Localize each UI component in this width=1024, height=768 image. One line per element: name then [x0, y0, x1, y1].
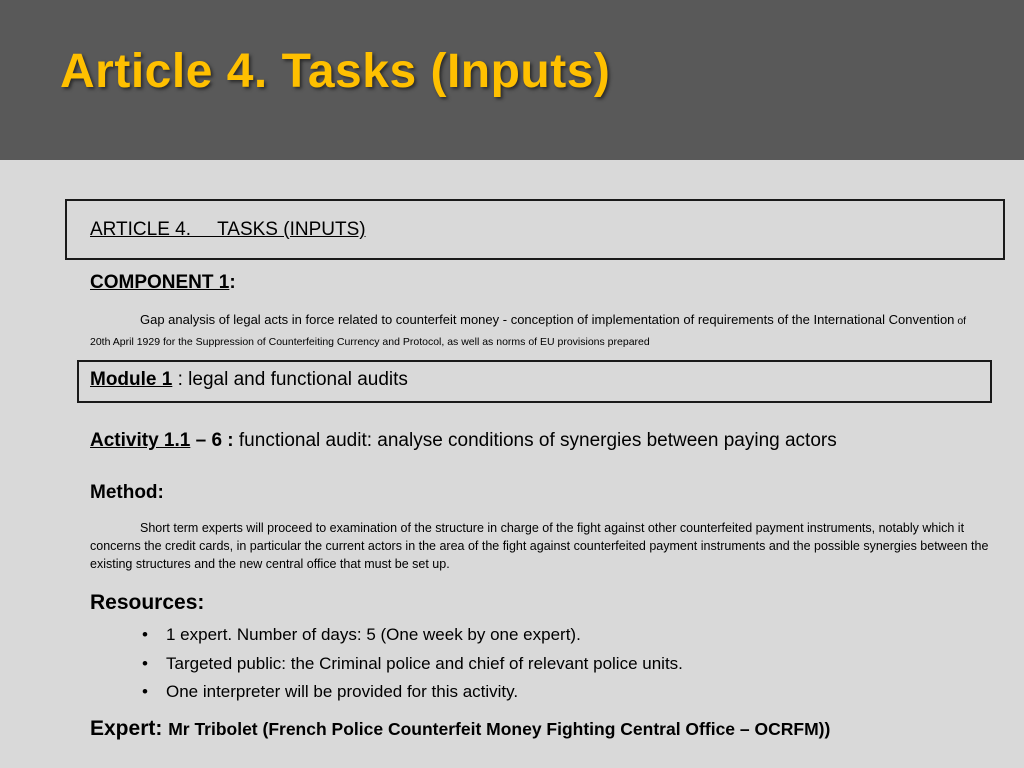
component-heading: [90, 272, 236, 294]
title-bar: [0, 0, 1024, 160]
component-text-small: of 20th April 1929 for the Suppression of Counterfeiting Currency and Protocol, as well as norms of EU provisions prepared: [90, 315, 967, 348]
expert-name: Mr Tribolet (French Police Counterfeit Money Fighting Central Office – OCRFM)): [168, 719, 831, 739]
activity-suffix: – 6 :: [190, 430, 239, 451]
resources-heading: Resources:: [90, 591, 205, 614]
module-label: Module 1: [90, 369, 173, 390]
module-heading: [90, 369, 408, 391]
component-label: COMPONENT 1: [90, 272, 230, 293]
list-item-text: One interpreter will be provided for this activity.: [166, 682, 519, 701]
list-item: [142, 678, 683, 707]
list-item: [142, 621, 683, 650]
expert-label: Expert:: [90, 717, 169, 740]
article-heading: ARTICLE 4. TASKS (INPUTS): [90, 219, 366, 240]
activity-label: Activity 1.1: [90, 430, 191, 451]
list-item-text: 1 expert. Number of days: 5 (One week by one expert).: [166, 625, 581, 644]
component-text-main: Gap analysis of legal acts in force related to counterfeit money - conception of implementation of requirements of the International Convention: [140, 312, 955, 327]
list-item: [142, 650, 683, 679]
component-colon: :: [229, 272, 236, 293]
module-text: : legal and functional audits: [172, 369, 408, 390]
activity-text: functional audit: analyse conditions of synergies between paying actors: [238, 430, 837, 451]
expert-line: [90, 717, 830, 741]
slide-title: Article 4. Tasks (Inputs): [60, 45, 611, 98]
activity-heading: [90, 430, 837, 452]
method-text: Short term experts will proceed to examination of the structure in charge of the fight against other counterfeited payment instruments, notably which it concerns the credit cards, in particular the current actors in the area of the fight against counterfeited payment instruments and the possible synergies between the existing structures and the new central office that must be set up.: [90, 521, 989, 571]
bullet: •: [142, 653, 148, 673]
list-item-text: Targeted public: the Criminal police and chief of relevant police units.: [166, 653, 683, 673]
resources-list: [142, 621, 683, 707]
bullet: •: [142, 625, 148, 644]
component-description: [90, 310, 970, 352]
method-heading: Method:: [90, 482, 164, 503]
bullet: •: [142, 682, 148, 701]
